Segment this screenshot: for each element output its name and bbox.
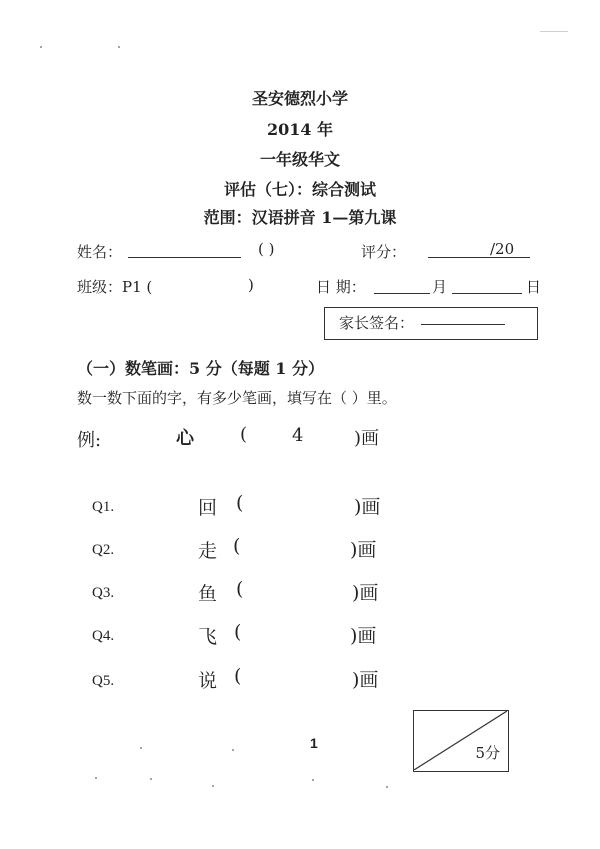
parent-signature-line[interactable] <box>421 324 505 325</box>
answer-open-paren: ( <box>233 535 241 557</box>
scan-speck <box>95 777 97 779</box>
answer-open-paren: ( <box>236 578 244 600</box>
question-char: 鱼 <box>198 583 218 605</box>
date-label: 日 期： <box>316 278 366 296</box>
section-heading: （一）数笔画：5 分（每题 1 分） <box>77 359 324 378</box>
score-total: /20 <box>490 240 515 258</box>
assessment-scope: 范围：汉语拼音 1—第九课 <box>203 208 397 227</box>
month-line[interactable] <box>374 293 430 294</box>
parent-signature-label: 家长签名： <box>339 314 415 332</box>
answer-open-paren: ( <box>234 665 242 687</box>
answer-open-paren: ( <box>236 492 244 514</box>
section-instruction: 数一数下面的字，有多少笔画，填写在（ ）里。 <box>77 389 397 407</box>
scan-speck <box>312 779 314 781</box>
example-open-paren: ( <box>240 424 248 445</box>
answer-field[interactable] <box>250 621 348 647</box>
name-paren: ( ) <box>258 240 275 258</box>
scan-speck <box>40 46 42 48</box>
answer-close: )画 <box>352 669 379 691</box>
question-label: Q3. <box>92 585 115 601</box>
example-answer: 4 <box>292 425 304 446</box>
school-name: 圣安德烈小学 <box>251 89 348 108</box>
day-line[interactable] <box>452 293 522 294</box>
answer-close: )画 <box>354 496 381 518</box>
page-number: 1 <box>310 735 318 751</box>
scan-speck <box>540 31 568 32</box>
parent-signature-box[interactable] <box>324 307 538 340</box>
question-label: Q1. <box>92 499 115 515</box>
name-label: 姓名： <box>77 243 123 261</box>
year: 2014 年 <box>266 120 334 139</box>
answer-open-paren: ( <box>234 621 242 643</box>
example-close: )画 <box>354 428 380 449</box>
answer-field[interactable] <box>249 535 347 561</box>
scan-speck <box>232 749 234 751</box>
question-char: 走 <box>198 540 218 562</box>
scan-speck <box>118 46 120 48</box>
name-line[interactable] <box>128 257 241 258</box>
answer-close: )画 <box>352 582 379 604</box>
assessment-title: 评估（七）：综合测试 <box>223 180 376 199</box>
scan-speck <box>150 778 152 780</box>
scan-speck <box>212 785 214 787</box>
example-label: 例: <box>77 430 102 451</box>
month-label: 月 <box>432 278 448 296</box>
question-label: Q2. <box>92 542 115 558</box>
answer-field[interactable] <box>252 578 350 604</box>
score-label: 评分： <box>361 243 407 261</box>
class-close: ) <box>248 276 254 294</box>
section-score-box <box>413 710 509 772</box>
grade-subject: 一年级华文 <box>259 150 340 169</box>
score-line[interactable] <box>428 257 530 258</box>
answer-field[interactable] <box>250 665 350 691</box>
question-char: 飞 <box>198 626 218 648</box>
class-label: 班级：P1 ( <box>77 278 153 296</box>
question-char: 说 <box>198 670 218 692</box>
day-label: 日 <box>526 278 542 296</box>
scan-speck <box>386 786 388 788</box>
question-label: Q4. <box>92 628 115 644</box>
answer-close: )画 <box>350 539 377 561</box>
answer-field[interactable] <box>252 492 352 518</box>
scan-speck <box>140 747 142 749</box>
example-char: 心 <box>176 428 194 449</box>
question-char: 回 <box>198 497 218 519</box>
score-box-text: 5分 <box>475 744 500 762</box>
question-label: Q5. <box>92 673 115 689</box>
answer-close: )画 <box>350 625 377 647</box>
